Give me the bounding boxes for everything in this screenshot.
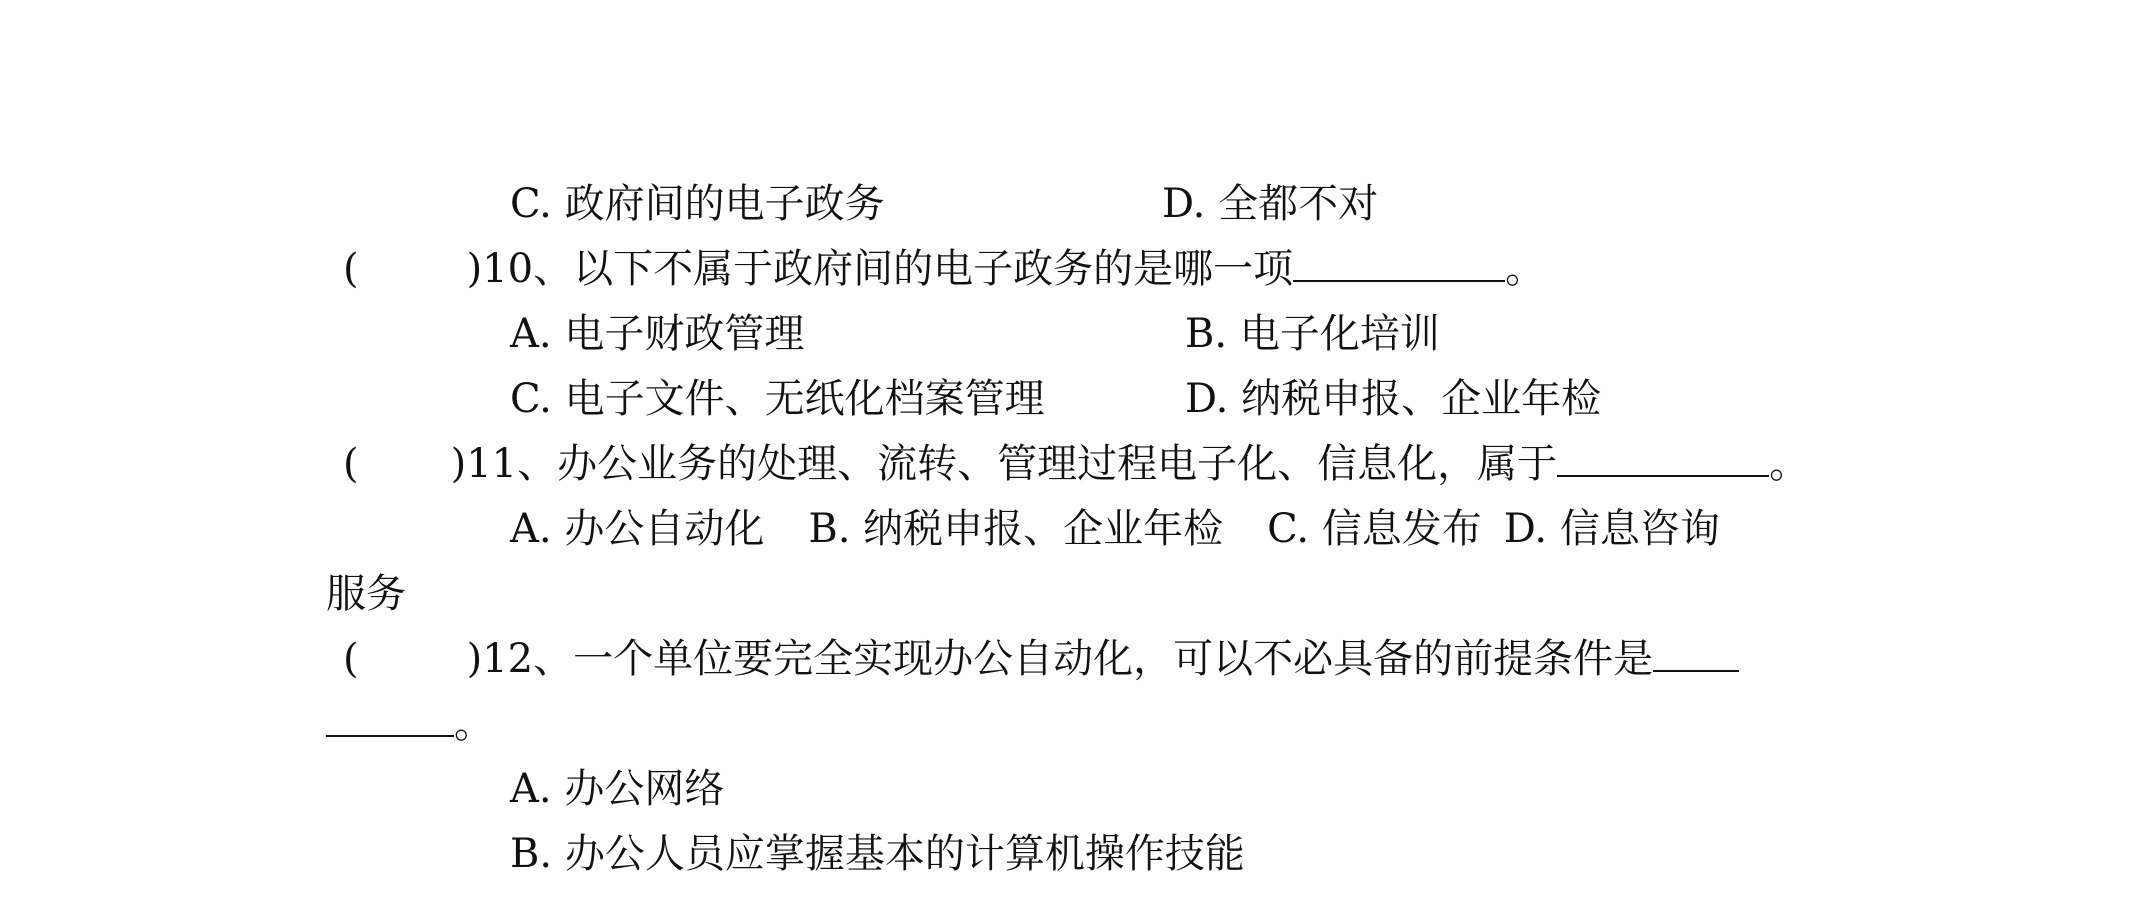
fill-blank-q11 — [1557, 439, 1769, 477]
q10-option-a: A. 电子财政管理 — [510, 311, 805, 357]
question-10-stem: 10、以下不属于政府间的电子政务的是哪一项 — [482, 246, 1294, 292]
q12-option-b: B. 办公人员应掌握基本的计算机操作技能 — [510, 831, 1245, 877]
answer-paren-close: ) — [466, 636, 483, 682]
q11-option-d: D. 信息咨询 — [1503, 506, 1720, 552]
q10-options-ab — [510, 308, 1440, 360]
q12-option-a-line — [510, 763, 724, 815]
q11-option-d-continued: 服务 — [326, 571, 406, 617]
q12-option-b-line — [510, 828, 1245, 880]
q11-option-a: A. 办公自动化 — [510, 506, 765, 552]
question-12-wrap — [326, 698, 494, 750]
q9-options-cd — [510, 178, 1379, 230]
q10-option-b: B. 电子化培训 — [1185, 311, 1440, 357]
question-10-end: 。 — [1505, 246, 1546, 292]
answer-paren-open: ( — [343, 246, 359, 292]
q9-option-d: D. 全都不对 — [1162, 181, 1379, 227]
q11-option-c: C. 信息发布 — [1267, 506, 1482, 552]
question-10 — [343, 243, 1545, 295]
q10-option-c: C. 电子文件、无纸化档案管理 — [510, 376, 1045, 422]
question-11-end: 。 — [1769, 441, 1810, 487]
question-12-stem: 12、一个单位要完全实现办公自动化，可以不必具备的前提条件是 — [482, 636, 1654, 682]
q9-option-c: C. 政府间的电子政务 — [510, 181, 885, 227]
question-12-end: 。 — [454, 701, 494, 747]
question-12 — [343, 633, 1739, 685]
q11-options — [510, 503, 1720, 555]
q11-option-d-wrap — [326, 568, 406, 620]
answer-paren-close: ) — [450, 441, 467, 487]
question-11 — [343, 438, 1809, 490]
q12-option-a: A. 办公网络 — [510, 766, 725, 812]
fill-blank-q10 — [1293, 244, 1505, 282]
q11-option-b: B. 纳税申报、企业年检 — [808, 506, 1224, 552]
answer-paren-close: ) — [466, 246, 483, 292]
fill-blank-q12-part2 — [326, 699, 454, 737]
answer-paren-open: ( — [343, 441, 359, 487]
fill-blank-q12-part1 — [1653, 634, 1739, 672]
q10-options-cd — [510, 373, 1602, 425]
answer-paren-open: ( — [343, 636, 359, 682]
q10-option-d: D. 纳税申报、企业年检 — [1185, 376, 1602, 422]
question-11-stem: 11、办公业务的处理、流转、管理过程电子化、信息化，属于 — [466, 441, 1558, 487]
